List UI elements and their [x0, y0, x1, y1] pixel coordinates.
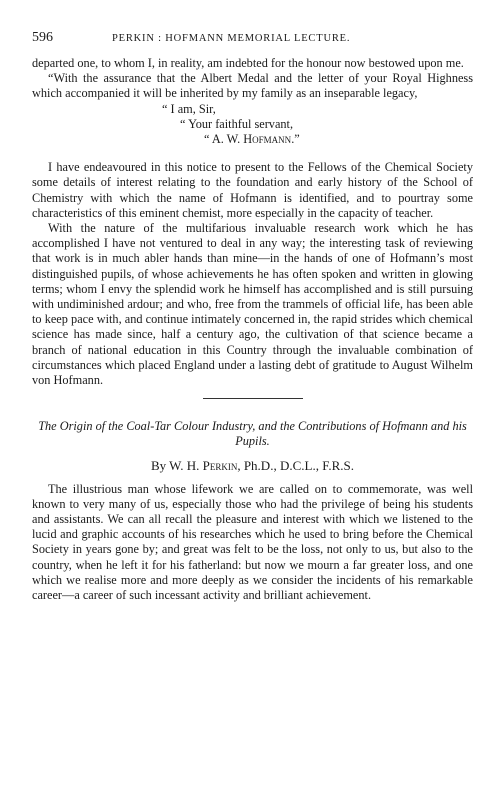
signature-name: Hofmann — [243, 132, 292, 147]
body-paragraph-2: With the nature of the multifarious invaluable research work which he has accomplished I have not ventured to deal in any way; the interesting task of reviewing that work is in much abler hands than mine—in the hands of one of Hofmann’s most distinguished pupils, of whose achievements he has often spoken and written in glowing terms; whom I envy the splendid work he himself has accomplished and is still pursuing with undiminished ardour; and who, free from the trammels of official life, has been able to keep pace with, and continue intimately concerned in, the rapid strides which chemical science has made since, half a century ago, the cultivation of that science became a branch of national education in this Country through the invaluable combination of circumstances which placed England under a lasting debt of gratitude to August Wilhelm von Hofmann. — [32, 221, 473, 388]
article-paragraph: The illustrious man whose lifework we are called on to commemorate, was well known to very many of us, especially those who had the privilege of being his students and assistants. We can all recall the pleasure and interest with which we listened to the lucid and graphic accounts of his researches which he used to bring before the Chemical Society in years gone by; and great was felt to be the loss, not only to us, but also to the country, when he left it for his fatherland: but now we mourn a far greater loss, and one which we realise more and more deeply as we consider the incidents of his remarkable career—a career of such incessant activity and brilliant achievement. — [32, 481, 473, 603]
letter-closing-paragraph: “With the assurance that the Albert Medal and the letter of your Royal Highness which accompanied it will be inherited by my family as an inseparable legacy, — [32, 71, 473, 101]
letter-salutation: “ I am, Sir, — [162, 101, 216, 116]
signature-suffix: .” — [291, 132, 300, 147]
byline-suffix: , Ph.D., D.C.L., F.R.S. — [237, 457, 355, 473]
page — [32, 30, 473, 603]
running-title: PERKIN : HOFMANN MEMORIAL LECTURE. — [112, 33, 351, 44]
section-divider — [203, 398, 303, 399]
byline-name: Perkin — [202, 457, 238, 473]
paragraph-gap — [32, 147, 473, 160]
letter-signature — [32, 132, 473, 147]
letter-continuation: departed one, to whom I, in reality, am indebted for the honour now bestowed upon me. — [32, 56, 464, 70]
body-paragraph-1: I have endeavoured in this notice to present to the Fellows of the Chemical Society some details of interest relating to the foundation and early history of the School of Chemistry with which the name of Hofmann is identified, and to pourtray some characteristics of this eminent chemist, more especially in the capacity of teacher. — [32, 160, 473, 220]
page-number: 596 — [32, 30, 53, 45]
letter-valediction: “ Your faithful servant, — [180, 116, 294, 131]
article-byline — [32, 458, 473, 474]
running-header — [32, 30, 473, 56]
signature-prefix: “ A. W. — [204, 132, 244, 147]
byline-prefix: By W. H. — [150, 457, 203, 473]
article-title: The Origin of the Coal-Tar Colour Industry, and the Contributions of Hofmann and his Pupils. — [38, 419, 467, 449]
